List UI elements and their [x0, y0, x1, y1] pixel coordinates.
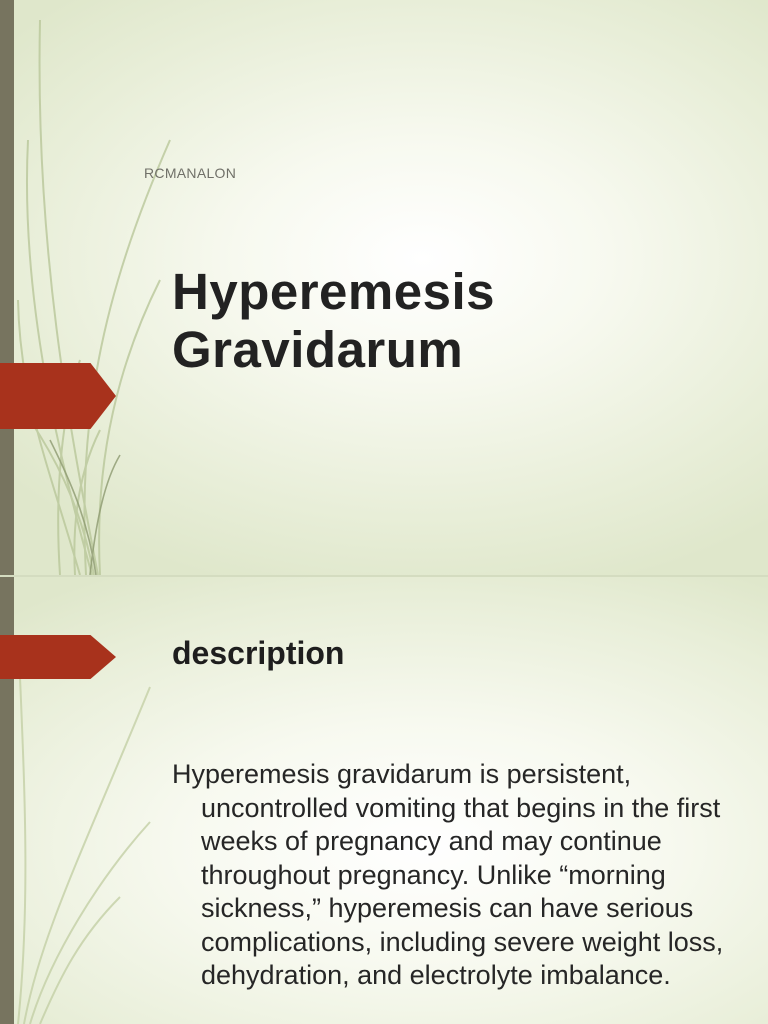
slide-title	[172, 263, 732, 379]
title-line-1: Hyperemesis	[172, 263, 496, 320]
description-slide	[0, 577, 768, 1024]
section-heading: description	[172, 635, 345, 671]
left-accent-bar	[0, 0, 14, 575]
description-text: Hyperemesis gravidarum is persistent, uncontrolled vomiting that begins in the first weeks of pregnancy and may continue throughout pregnancy. Unlike “morning sickness,” hyperemesis can have serious complications, including severe weight loss, dehydration, and electrolyte imbalance.	[172, 759, 724, 990]
title-line-2: Gravidarum	[172, 321, 464, 378]
author-name: RCMANALON	[144, 165, 237, 181]
